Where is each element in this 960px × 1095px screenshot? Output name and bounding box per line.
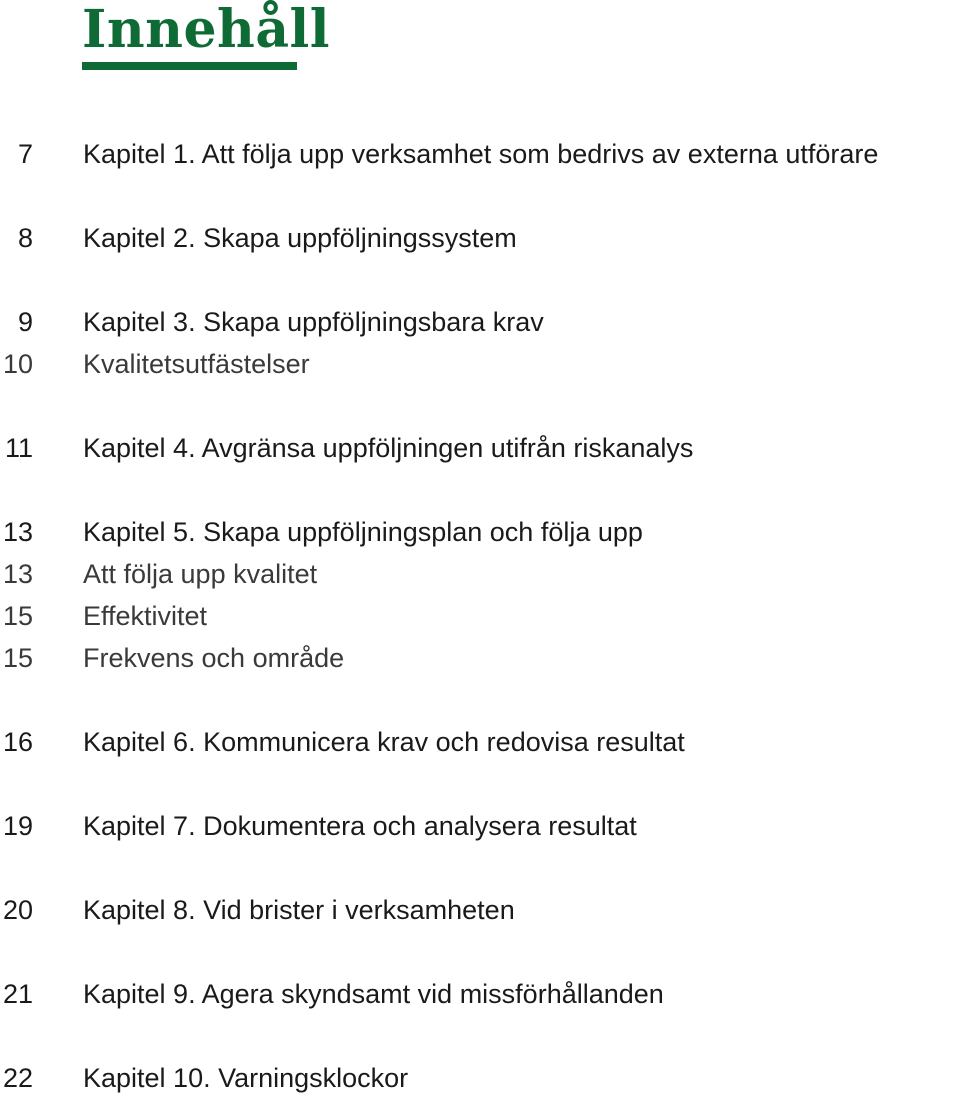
toc-entry[interactable] [0, 428, 960, 468]
toc-page-number: 8 [17, 223, 33, 253]
toc-entry-title: Kvalitetsutfästelser [83, 349, 310, 379]
toc-page-number: 16 [2, 727, 33, 757]
toc-entry-title: Kapitel 8. Vid brister i verksamheten [83, 895, 515, 925]
toc-entry-title: Att följa upp kvalitet [83, 559, 318, 589]
toc-entry-title: Kapitel 4. Avgränsa uppföljningen utifrån riskanalys [83, 433, 694, 463]
toc-entry-title: Kapitel 1. Att följa upp verksamhet som bedrivs av externa utförare [83, 139, 879, 169]
toc-entry[interactable] [0, 302, 960, 342]
toc-page-number: 13 [2, 517, 33, 547]
toc-entry[interactable] [0, 974, 960, 1014]
toc-entry[interactable] [0, 638, 960, 678]
toc-entry-title: Kapitel 3. Skapa uppföljningsbara krav [83, 307, 544, 337]
toc-page-number: 22 [2, 1063, 33, 1093]
toc-entry[interactable] [0, 218, 960, 258]
toc-entry[interactable] [0, 554, 960, 594]
page-title: Innehåll [82, 0, 331, 60]
toc-page-number: 10 [2, 349, 33, 379]
toc-page-number: 11 [4, 433, 33, 463]
toc-entry[interactable] [0, 512, 960, 552]
toc-entry[interactable] [0, 596, 960, 636]
title-underline [82, 62, 297, 70]
toc-entry-title: Kapitel 6. Kommunicera krav och redovisa resultat [83, 727, 685, 757]
toc-entry-title: Frekvens och område [83, 643, 345, 673]
toc-page-number: 13 [2, 559, 33, 589]
toc-entry-title: Kapitel 2. Skapa uppföljningssystem [83, 223, 517, 253]
toc-entry[interactable] [0, 344, 960, 384]
toc-page-number: 21 [2, 979, 33, 1009]
toc-entry[interactable] [0, 890, 960, 930]
toc-page-number: 19 [2, 811, 33, 841]
toc-entry[interactable] [0, 806, 960, 846]
toc-page-number: 9 [17, 307, 33, 337]
toc-entry-title: Kapitel 5. Skapa uppföljningsplan och följa upp [83, 517, 643, 547]
toc-entry-title: Kapitel 10. Varningsklockor [83, 1063, 409, 1093]
toc-page-number: 15 [2, 643, 33, 673]
toc-entry[interactable] [0, 1058, 960, 1095]
toc-entry-title: Effektivitet [83, 601, 208, 631]
toc-entry[interactable] [0, 722, 960, 762]
toc-entry[interactable] [0, 134, 960, 174]
toc-page-number: 15 [2, 601, 33, 631]
toc-entry-title: Kapitel 7. Dokumentera och analysera resultat [83, 811, 637, 841]
toc-entry-title: Kapitel 9. Agera skyndsamt vid missförhållanden [83, 979, 664, 1009]
toc-page-number: 7 [17, 139, 33, 169]
toc-page-number: 20 [2, 895, 33, 925]
